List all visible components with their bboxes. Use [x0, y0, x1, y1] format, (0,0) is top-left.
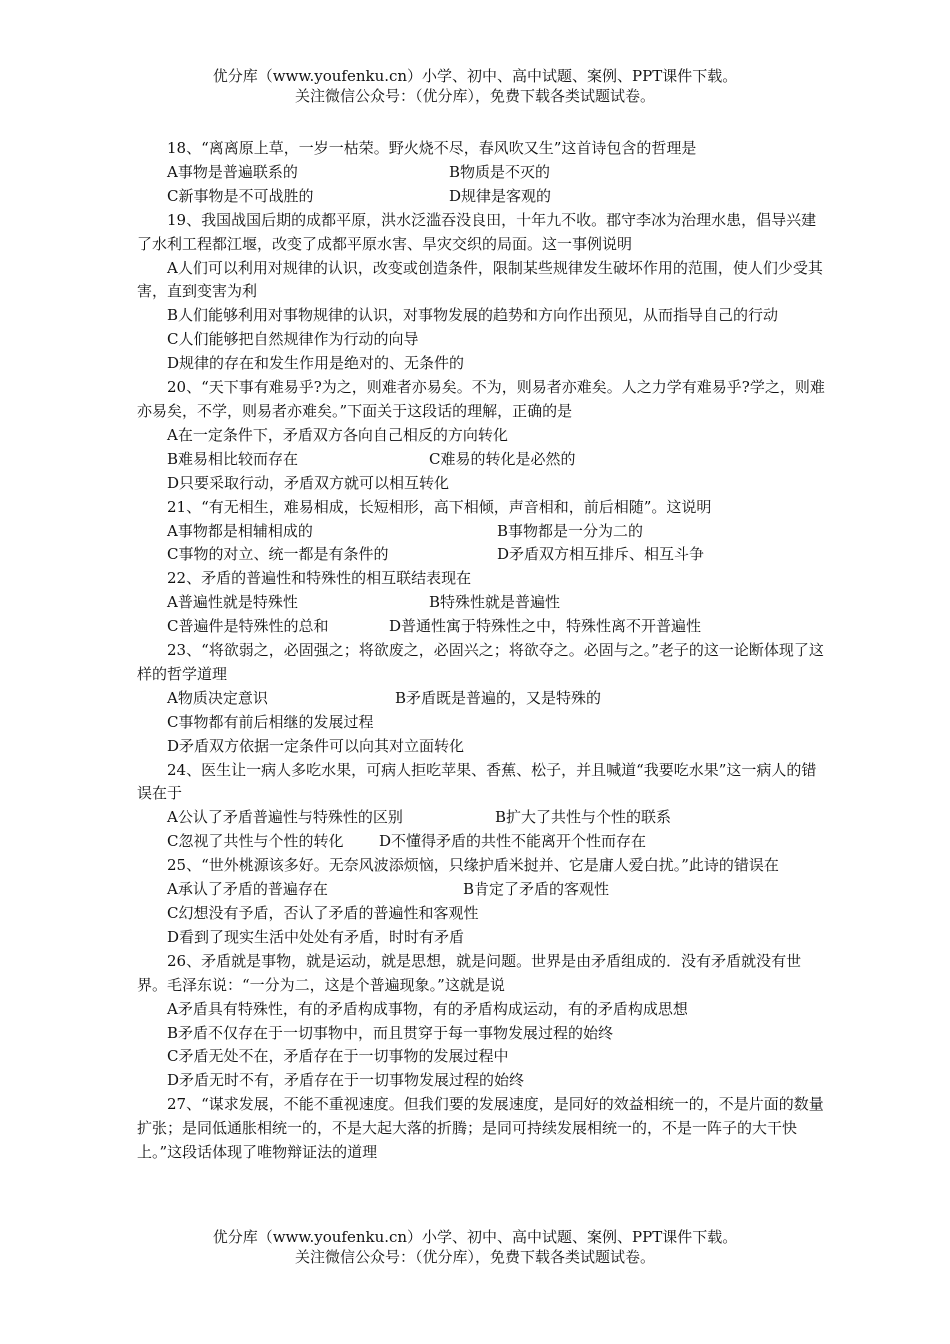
q18-options-ab [137, 161, 827, 185]
q25-option-d: D看到了现实生活中处处有矛盾，时时有矛盾 [167, 927, 465, 946]
q24-option-d: D不懂得矛盾的共性不能离开个性而存在 [379, 832, 647, 851]
q26-option-a: A矛盾具有特殊性，有的矛盾构成事物，有的矛盾构成运动，有的矛盾构成思想 [167, 999, 688, 1018]
q18-option-d: D规律是客观的 [449, 186, 552, 205]
q22-stem: 22、矛盾的普遍性和特殊性的相互联结表现在 [167, 569, 472, 588]
q20-option-c: C难易的转化是必然的 [429, 449, 576, 468]
q25-stem: 25、“世外桃源该多好。无奈风波添烦恼，只缘护盾米挝并、它是庸人爱白扰。”此诗的错误在 [167, 856, 779, 875]
q23-option-c: C事物都有前后相继的发展过程 [167, 712, 374, 731]
q23-option-a: A物质决定意识 [167, 688, 268, 707]
footer-line-1: 优分库（www.youfenku.cn）小学、初中、高中试题、案例、PPT课件下载。 [212, 1228, 738, 1246]
q25-option-c: C幻想没有予盾，否认了矛盾的普遍性和客观性 [167, 904, 479, 922]
q19-stem: 19、我国战国后期的成都平原，洪水泛滥吞没良田，十年九不收。郡守李冰为治理水患，倡导兴建了水利工程都江堰，改变了成都平原水害、旱灾交织的局面。这一事例说明 [137, 210, 817, 253]
q23-option-b: B矛盾既是普遍的，又是特殊的 [395, 688, 602, 707]
q23-option-d: D矛盾双方依据一定条件可以向其对立面转化 [167, 736, 465, 755]
q24-options-cd [137, 830, 827, 854]
q24-options-ab [137, 806, 827, 830]
q19-option-b: B人们能够利用对事物规律的认识，对事物发展的趋势和方向作出预见，从而指导自己的行动 [167, 306, 779, 325]
header-line-2: 关注微信公众号：（优分库），免费下载各类试题试卷。 [294, 87, 655, 105]
q20-options-bc [137, 448, 827, 472]
q22-option-d: D普通性寓于特殊性之中，特殊性离不开普遍性 [389, 617, 702, 636]
page-header [0, 66, 950, 106]
q21-stem: 21、“有无相生，难易相成，长短相形，高下相倾，声音相和，前后相随”。这说明 [167, 497, 712, 516]
q22-option-c: C普遍件是特殊性的总和 [167, 617, 329, 636]
question-content [137, 137, 827, 1165]
q21-option-a: A事物都是相辅相成的 [167, 521, 313, 540]
header-line-1: 优分库（www.youfenku.cn）小学、初中、高中试题、案例、PPT课件下载。 [212, 67, 738, 85]
q20-option-b: B难易相比较而存在 [167, 449, 299, 468]
q24-option-a: A公认了矛盾普遍性与特殊性的区别 [167, 808, 403, 827]
q22-option-b: B特殊性就是普遍性 [429, 593, 561, 612]
q18-option-a: A事物是普遍联系的 [167, 162, 298, 181]
q20-option-d: D只要采取行动，矛盾双方就可以相互转化 [167, 473, 450, 492]
footer-line-2: 关注微信公众号：（优分库），免费下载各类试题试卷。 [294, 1248, 655, 1266]
q23-options-ab [137, 687, 827, 711]
q22-options-cd [137, 615, 827, 639]
q25-options-ab [137, 878, 827, 902]
q18-option-c: C新事物是不可战胜的 [167, 186, 314, 205]
q24-option-c: C忽视了共性与个性的转化 [167, 832, 344, 851]
q21-options-ab [137, 520, 827, 544]
q25-option-b: B肯定了矛盾的客观性 [463, 880, 610, 899]
q19-option-d: D规律的存在和发生作用是绝对的、无条件的 [167, 354, 465, 373]
q22-options-ab [137, 591, 827, 615]
q20-option-a: A在一定条件下，矛盾双方各向自己相反的方向转化 [167, 425, 508, 444]
q26-option-d: D矛盾无时不有，矛盾存在于一切事物发展过程的始终 [167, 1071, 525, 1090]
q21-options-cd [137, 543, 827, 567]
q19-option-a: A人们可以利用对规律的认识，改变或创造条件，限制某些规律发生破坏作用的范围，使人们少受其害，直到变害为利 [137, 258, 823, 301]
q21-option-c: C事物的对立、统一都是有条件的 [167, 545, 389, 564]
q18-stem: 18、“离离原上草，一岁一枯荣。野火烧不尽，春风吹又生”这首诗包含的哲理是 [167, 139, 697, 157]
q25-option-a: A承认了矛盾的普遍存在 [167, 880, 328, 899]
q21-option-b: B事物都是一分为二的 [497, 521, 644, 540]
q20-stem: 20、“天下事有难易乎?为之，则难者亦易矣。不为，则易者亦难矣。人之力学有难易乎?学之，则难亦易矣，不学，则易者亦难矣。”下面关于这段话的理解，正确的是 [137, 378, 825, 420]
q18-option-b: B物质是不灭的 [449, 162, 551, 181]
q26-option-c: C矛盾无处不在，矛盾存在于一切事物的发展过程中 [167, 1047, 509, 1066]
q19-option-c: C人们能够把自然规律作为行动的向导 [167, 330, 419, 349]
q18-options-cd [137, 185, 827, 209]
page-footer [0, 1227, 950, 1267]
q21-option-d: D矛盾双方相互排斥、相互斗争 [497, 545, 705, 564]
q26-option-b: B矛盾不仅存在于一切事物中，而且贯穿于每一事物发展过程的始终 [167, 1023, 614, 1042]
q27-stem: 27、“谋求发展，不能不重视速度。但我们要的发展速度，是同好的效益相统一的，不是片面的数量扩张；是同低通胀相统一的，不是大起大落的折腾；是同可持续发展相统一的，不是一阵子的大干快上。”这段话体现了唯物辩证法的道理 [137, 1095, 824, 1162]
q22-option-a: A普遍性就是特殊性 [167, 593, 298, 612]
q24-option-b: B扩大了共性与个性的联系 [495, 808, 672, 827]
q24-stem: 24、医生让一病人多吃水果，可病人拒吃苹果、香蕉、松子，并且喊道“我要吃水果”这一病人的错误在于 [137, 760, 817, 803]
q23-stem: 23、“将欲弱之，必固强之；将欲废之，必固兴之；将欲夺之。必固与之。”老子的这一论断体现了这样的哲学道理 [137, 641, 824, 683]
q26-stem: 26、矛盾就是事物，就是运动，就是思想，就是问题。世界是由矛盾组成的．没有矛盾就没有世界。毛泽东说：“一分为二，这是个普遍现象。”这就是说 [137, 951, 802, 994]
